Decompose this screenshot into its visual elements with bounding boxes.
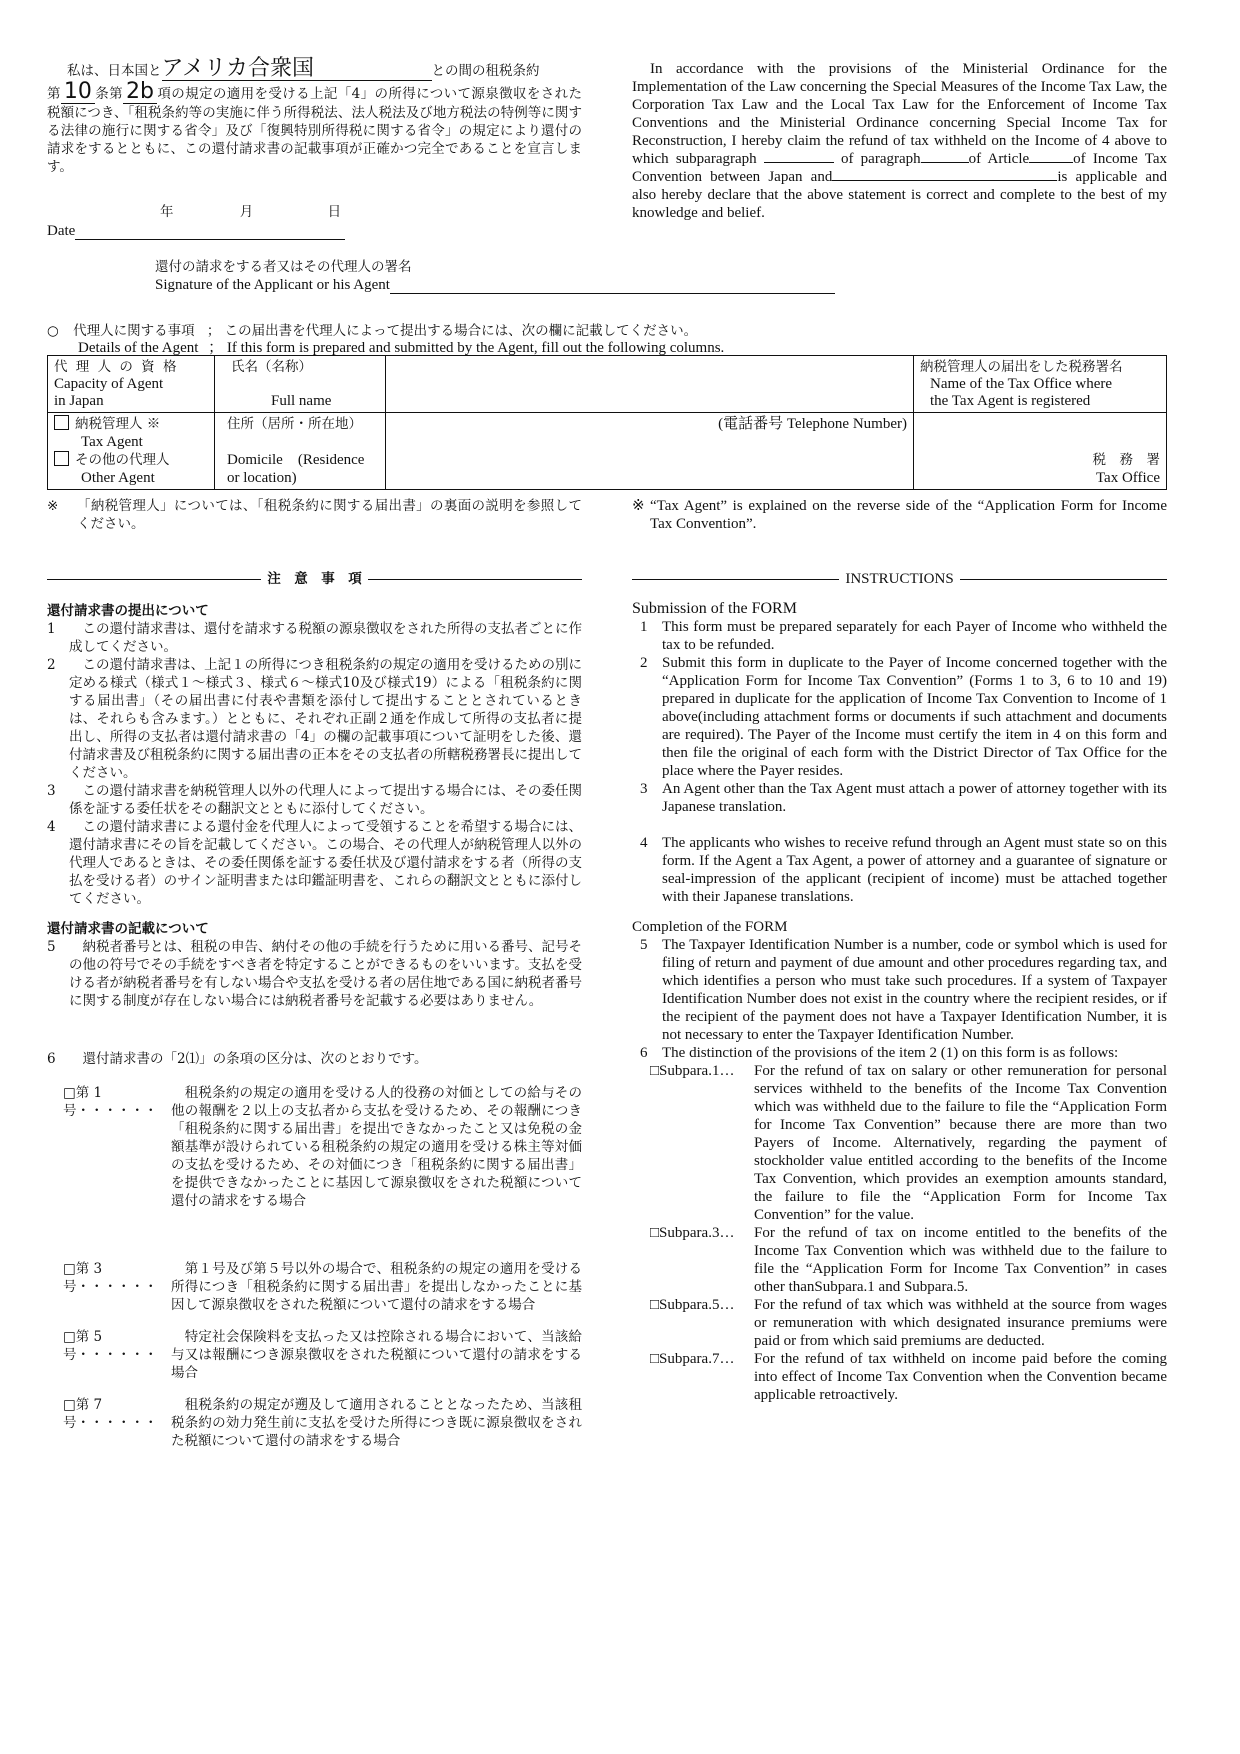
name-en: Full name	[271, 393, 332, 409]
capacity-en: Capacity of Agent	[54, 376, 164, 392]
option-tax-agent[interactable]	[54, 415, 208, 433]
declaration-en	[632, 60, 1167, 222]
decl-en-tail: applicable and also hereby declare that the above statement is correct and complete to the best of my knowledge and belief.	[632, 169, 1168, 221]
decl-jp-dai: 第	[47, 86, 61, 102]
article-field[interactable]: 10	[61, 81, 95, 104]
en-item-2: 2 Submit this form in duplicate to the Payer of Income concerned together with the “Application Form for Income Tax Convention” (Forms 1 to 3, 6 to 10 and 19) prepared in duplicate for the application of Income Tax Convention to Income of 1 above(including attachment forms or documents if such attachment and documents are required). The Payer of the Income must certify the item in 4 on this form and then file the original of each form with the District Director of Tax Office for the place where the Payer resides.	[640, 655, 1167, 779]
office-en-2: the Tax Agent is registered	[930, 393, 1091, 409]
date-year-label: 年	[160, 204, 174, 220]
opt2-en: Other Agent	[81, 470, 155, 486]
declaration-jp	[47, 58, 582, 176]
note-mark-en: ※	[632, 498, 645, 514]
country-field[interactable]: アメリカ合衆国	[162, 58, 432, 81]
decl-jp-after-country: との間の租税条約	[431, 63, 540, 79]
capacity-en-2: in Japan	[54, 393, 104, 409]
decl-en-of-article: of Article	[968, 151, 1030, 167]
note-mark-jp: ※	[47, 498, 59, 514]
date-label: Date	[47, 223, 76, 239]
en-subpara-1: □Subpara.1… For the refund of tax on salary or other remuneration for personal services withheld to the benefits of the Income Tax Convention which was withheld due to the failure to file the “Application Form for Income Tax Convention” because there are more than two Payers of Income. Alternatively, regarding the payment of stockholder value entitled according to the benefits of the Income Tax Convention, which provides an exemption amounts standard, the failure to file the “Application Form for Income Tax Convention” for the value.	[650, 1063, 1167, 1223]
signature-row	[155, 276, 835, 294]
jp-subpara-7: □第 7 号・・・・・・ 租税条約の規定が遡及して適用されることとなったため、当該租税条約の効力発生前に支払を受けた所得につき既に源泉徴収をされた税額について還付の請求をする場合	[63, 1397, 582, 1449]
en-item-6: 6 The distinction of the provisions of the item 2 (1) on this form is as follows:	[640, 1045, 1119, 1061]
jp-item-2: 2 この還付請求書は、上記１の所得につき租税条約の規定の適用を受けるための別に定める様式（様式１～様式３、様式６～様式10及び様式19）による「租税条約に関する届出書」（その届出書に付表や書類を添付して提出することとされているときは、それらも含みます。）とともに、それぞれ正副２通を作成して所得の支払者に提出し、所得の支払者は還付請求書の「4」の欄の記載事項について証明をした後、還付請求書及び租税条約に関する届出書の正本をその支払者の所轄税務署長に提出してください。	[47, 657, 582, 781]
en-item-1: 1 This form must be prepared separately for each Payer of Income who withheld the tax to be refunded.	[640, 619, 1167, 653]
name-jp: 氏名（名称）	[231, 359, 312, 375]
jp-sub2: 還付請求書の記載について	[47, 921, 209, 937]
en-item-4: 4 The applicants who wishes to receive refund through an Agent must state so on this form. If the Agent a Tax Agent, a power of attorney and a guarantee of signature or seal-impression of the applicant (recipient of income) must be attached together with their Japanese translations.	[640, 835, 1167, 905]
opt1-en: Tax Agent	[81, 434, 143, 450]
decl-jp-prefix: 私は、日本国と	[67, 63, 162, 79]
decl-jp-jo-dai: 条第	[94, 86, 124, 102]
date-field[interactable]	[75, 223, 345, 240]
jp-item-5: 5 納税者番号とは、租税の申告、納付その他の手続を行うために用いる番号、記号その他の符号でその手続をすべき者を特定することができるものをいいます。支払を受ける者が納税者番号を有しない場合や支払を受ける者の居住地である国に納税者番号に関する制度が存在しない場合には納税者番号を記載する必要はありません。	[47, 939, 582, 1009]
note-jp-text: 「納税管理人」については、「租税条約に関する届出書」の裏面の説明を参照してください。	[77, 498, 582, 532]
note-en-text: “Tax Agent” is explained on the reverse side of the “Application Form for Income Tax Convention”.	[650, 498, 1167, 532]
instructions-jp	[47, 570, 582, 1450]
jp-subpara-3: □第 3 号・・・・・・ 第１号及び第５号以外の場合で、租税条約の規定の適用を受ける所得につき「租税条約に関する届出書」を提出しなかったことに基因して源泉徴収をされた税額について還付の請求をする場合	[63, 1261, 582, 1313]
option-other-agent[interactable]	[54, 451, 208, 469]
signature-jp: 還付の請求をする者又はその代理人の署名	[155, 259, 412, 275]
domicile-en-2: or location)	[227, 470, 297, 486]
tax-agent-checkbox[interactable]	[54, 415, 69, 430]
signature-label: Signature of the Applicant or his Agent	[155, 277, 390, 293]
date-day-label: 日	[327, 204, 342, 220]
country-en-field[interactable]	[832, 180, 1057, 181]
office-jp: 納税管理人の届出をした税務署名	[920, 359, 1123, 375]
paragraph-en-field[interactable]	[921, 162, 969, 163]
en-sub2: Completion of the FORM	[632, 919, 788, 935]
jp-item-1: 1 この還付請求書は、還付を請求する税額の源泉徴収をされた所得の支払者ごとに作成してください。	[47, 621, 582, 655]
agent-title-en: Details of the Agent	[78, 340, 199, 356]
instructions-en	[632, 570, 1167, 1404]
capacity-options	[48, 413, 215, 490]
jp-subpara-5: □第 5 号・・・・・・ 特定社会保険料を支払った又は控除される場合において、当該給与又は報酬につき源泉徴収をされた税額について還付の請求をする場合	[63, 1329, 582, 1381]
date-row	[47, 222, 345, 240]
phone-label: (電話番号 Telephone Number)	[718, 416, 907, 432]
en-subpara-7: □Subpara.7… For the refund of tax withheld on income paid before the coming into effect of Income Tax Convention when the Convention became applicable retroactively.	[650, 1351, 1167, 1403]
jp-item-6: 6 還付請求書の「2⑴」の条項の区分は、次のとおりです。	[47, 1051, 428, 1067]
opt1-jp: 納税管理人 ※	[75, 416, 161, 432]
decl-en-between: Tax Convention between Japan and	[632, 151, 1167, 185]
date-month-label: 月	[239, 204, 254, 220]
name-header	[215, 356, 386, 413]
decl-en-of-income: of Income	[1073, 151, 1138, 167]
en-heading-row	[632, 570, 1167, 588]
jp-heading: 注 意 事 項	[267, 571, 362, 587]
jp-subpara-1: □第 1 号・・・・・・ 租税条約の規定の適用を受ける人的役務の対価としての給与その他の報酬を２以上の支払者から支払を受けるため、その報酬につき「租税条約に関する届出書」を提出できなかったこと又は免税の金額基準が設けられている租税条約の規定の適用を受ける株主等対価の支払を受けるため、その対価につき「租税条約に関する届出書」を提供できなかったことに基因して源泉徴収をされた税額について還付の請求をする場合	[63, 1085, 582, 1209]
en-heading: INSTRUCTIONS	[845, 571, 954, 587]
decl-en-text: In accordance with the provisions of the Ministerial Ordinance for the Implementation of the Law concerning the Special Measures of the Income Tax Law, the Corporation Tax Law and the Local Tax Law for the Enforcement of Income Tax Conventions and the Ministerial Ordinance concerning Special Income Tax for Reconstruction, I hereby claim the refund of tax withheld on the Income of 4 above to which subparagraph	[632, 61, 1167, 167]
domicile-header	[215, 413, 386, 490]
other-agent-checkbox[interactable]	[54, 451, 69, 466]
subparagraph-field[interactable]	[764, 162, 834, 163]
domicile-en-1: Domicile (Residence	[227, 452, 365, 468]
tax-office-label: Tax Office	[1095, 470, 1160, 486]
en-item-3: 3 An Agent other than the Tax Agent must attach a power of attorney together with its Japanese translation.	[640, 781, 1167, 815]
capacity-header	[48, 356, 215, 413]
name-field[interactable]	[386, 356, 914, 413]
agent-header-jp	[47, 322, 697, 340]
tax-office-header	[914, 356, 1167, 413]
signature-field[interactable]	[390, 277, 835, 294]
en-subpara-5: □Subpara.5… For the refund of tax which was withheld at the source from wages or remuneration with which designated insurance premiums were paid or from which said premiums are deducted.	[650, 1297, 1167, 1349]
domicile-jp: 住所（居所・所在地）	[227, 416, 362, 432]
note-jp	[47, 497, 582, 533]
en-item-5: 5 The Taxpayer Identification Number is a number, code or symbol which is used for filing of return and payment of due amount and other procedures regarding tax, and which identifies a person who must take such procedures. If a system of Taxpayer Identification Number does not exist in the country where the recipient resides, or if the recipient of the payment does not have a Taxpayer Identification Number, it is not necessary to enter the Taxpayer Identification Number.	[640, 937, 1167, 1043]
agent-table	[47, 355, 1167, 490]
agent-note-jp: ； この届出書を代理人によって提出する場合には、次の欄に記載してください。	[206, 323, 698, 339]
agent-title-jp: 代理人に関する事項	[73, 323, 195, 339]
jp-sub1: 還付請求書の提出について	[47, 603, 209, 619]
domicile-field[interactable]	[386, 413, 914, 490]
zeimusho-label: 税 務 署	[1092, 452, 1160, 468]
circle-mark: ○	[47, 323, 59, 339]
capacity-jp: 代 理 人 の 資 格	[54, 359, 179, 375]
paragraph-field[interactable]: 2b	[123, 81, 157, 104]
article-en-field[interactable]	[1029, 162, 1073, 163]
opt2-jp: その他の代理人	[75, 452, 170, 468]
agent-note-en: ； If this form is prepared and submitted by the Agent, fill out the following columns.	[208, 340, 725, 356]
en-sub1: Submission of the FORM	[632, 600, 797, 617]
jp-item-3: 3 この還付請求書を納税管理人以外の代理人によって提出する場合には、その委任関係を証する委任状をその翻訳文とともに添付してください。	[47, 783, 582, 817]
date-units	[160, 203, 410, 221]
tax-office-field[interactable]	[914, 413, 1167, 490]
office-en-1: Name of the Tax Office where	[930, 376, 1113, 392]
jp-item-4: 4 この還付請求書による還付金を代理人によって受領することを希望する場合には、還付請求書にその旨を記載してください。この場合、その代理人が納税管理人以外の代理人であるときは、その委任関係を証する委任状及び還付請求をする者（所得の支払を受ける者）のサイン証明書または印鑑証明書を、これらの翻訳文とともに添付してください。	[47, 819, 582, 907]
en-subpara-3: □Subpara.3… For the refund of tax on income entitled to the benefits of the Income Tax Convention which was withheld due to the failure to file the “Application Form for Income Tax Convention” in cases other thanSubpara.1 and Subpara.5.	[650, 1225, 1167, 1295]
decl-jp-rest: 項の規定の適用を受ける上記「4」の所得について源泉徴収をされた税額につき、「租税条約等の実施に伴う所得税法、法人税法及び地方税法の特例等に関する法律の施行に関する省令」及び「復興特別所得税に関する省令」の規定により還付の請求をするとともに、この還付請求書の記載事項が正確かつ完全であることを宣言します。	[47, 86, 583, 175]
jp-heading-row	[47, 570, 582, 588]
note-en	[632, 497, 1167, 533]
decl-en-of-paragraph: of paragraph	[841, 151, 921, 167]
decl-en-is: is	[1057, 169, 1068, 185]
